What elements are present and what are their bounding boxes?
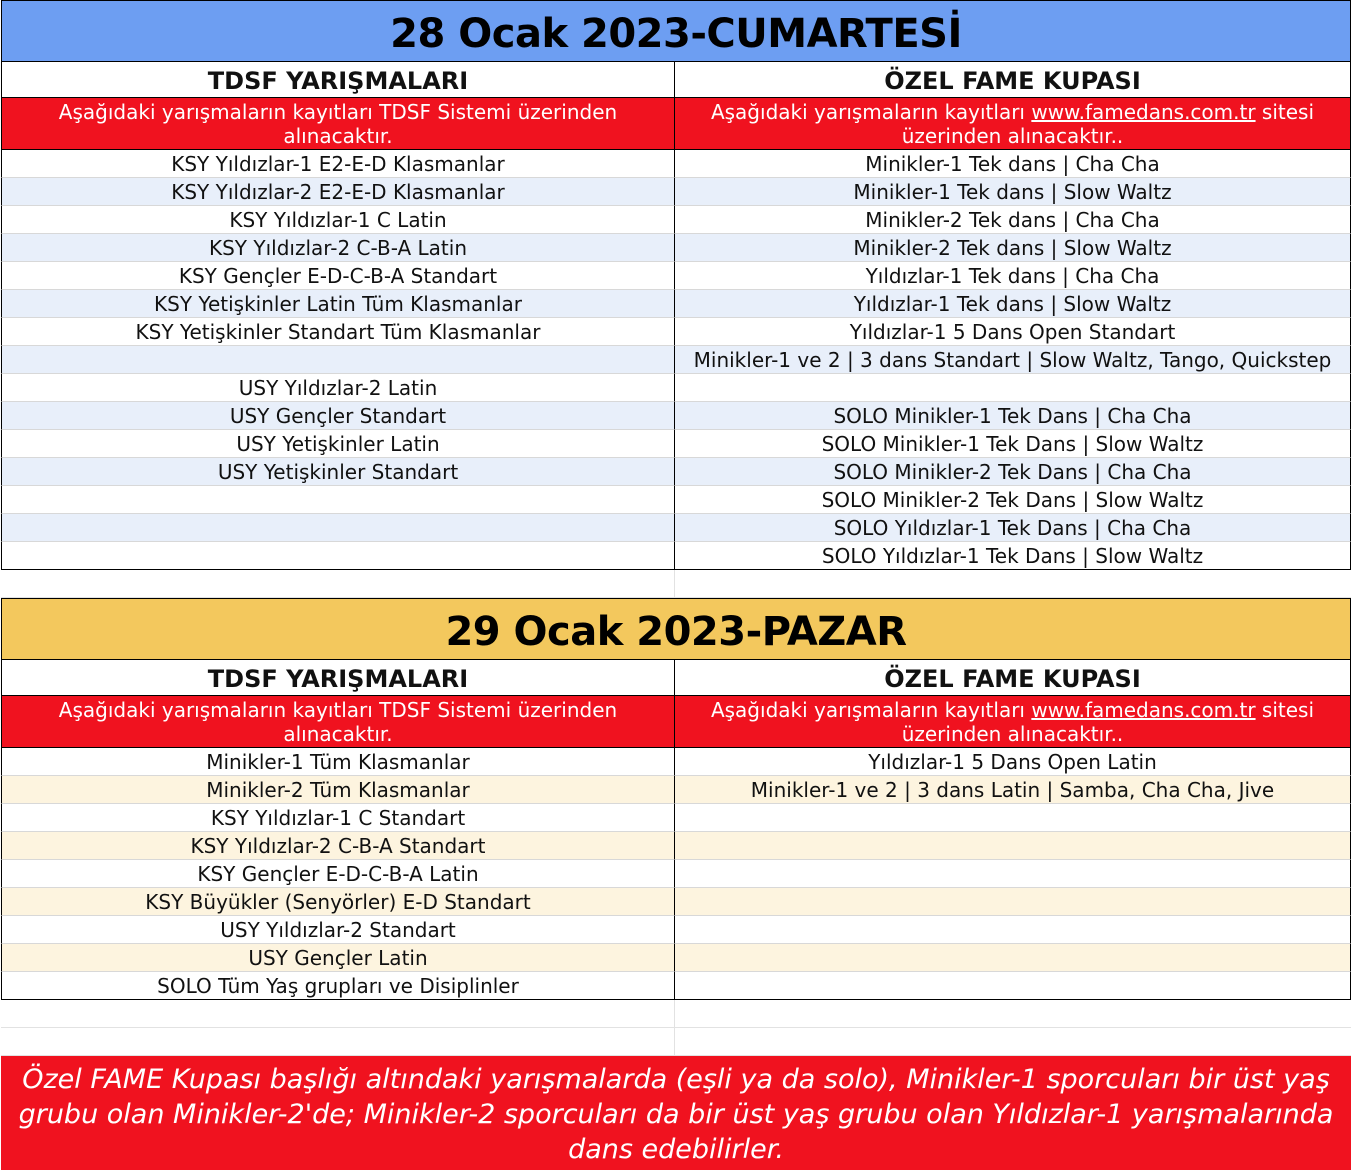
tdsf-event-cell: KSY Yıldızlar-2 E2-E-D Klasmanlar xyxy=(1,178,675,206)
tdsf-event-cell: USY Gençler Latin xyxy=(1,944,675,972)
table-row xyxy=(1,486,1351,514)
table-row xyxy=(1,832,1351,860)
spacer-row xyxy=(1,1028,1351,1056)
table-row xyxy=(1,290,1351,318)
tdsf-event-cell xyxy=(1,514,675,542)
day1-header-row xyxy=(1,62,1351,98)
fame-event-cell: Yıldızlar-1 Tek dans | Slow Waltz xyxy=(675,290,1351,318)
fame-event-cell xyxy=(675,972,1351,1000)
fame-event-cell: SOLO Minikler-2 Tek Dans | Slow Waltz xyxy=(675,486,1351,514)
fame-event-cell xyxy=(675,888,1351,916)
table-row xyxy=(1,804,1351,832)
fame-event-cell: SOLO Minikler-2 Tek Dans | Cha Cha xyxy=(675,458,1351,486)
table-row xyxy=(1,346,1351,374)
table-row xyxy=(1,776,1351,804)
table-row xyxy=(1,206,1351,234)
day2-tdsf-header: TDSF YARIŞMALARI xyxy=(1,660,675,696)
fame-event-cell: SOLO Yıldızlar-1 Tek Dans | Slow Waltz xyxy=(675,542,1351,570)
fame-event-cell: SOLO Minikler-1 Tek Dans | Cha Cha xyxy=(675,402,1351,430)
tdsf-event-cell xyxy=(1,486,675,514)
famedans-link[interactable]: www.famedans.com.tr xyxy=(1031,99,1256,124)
note-text: sitesi üzerinden alınacaktır.. xyxy=(901,697,1315,746)
spreadsheet xyxy=(1,0,1351,1170)
fame-event-cell: Minikler-1 Tek dans | Cha Cha xyxy=(675,150,1351,178)
tdsf-event-cell: KSY Yıldızlar-1 C Standart xyxy=(1,804,675,832)
tdsf-event-cell: USY Gençler Standart xyxy=(1,402,675,430)
day2-header-row xyxy=(1,660,1351,696)
table-row xyxy=(1,514,1351,542)
tdsf-event-cell: KSY Yetişkinler Latin Tüm Klasmanlar xyxy=(1,290,675,318)
fame-event-cell: SOLO Minikler-1 Tek Dans | Slow Waltz xyxy=(675,430,1351,458)
day2-rows xyxy=(1,748,1351,1000)
day2-note-row xyxy=(1,696,1351,748)
tdsf-event-cell: USY Yetişkinler Latin xyxy=(1,430,675,458)
fame-event-cell xyxy=(675,860,1351,888)
famedans-link[interactable]: www.famedans.com.tr xyxy=(1031,697,1256,722)
table-row xyxy=(1,972,1351,1000)
day2-title: 29 Ocak 2023-PAZAR xyxy=(1,598,1351,660)
table-row xyxy=(1,262,1351,290)
spacer-row xyxy=(1,1000,1351,1028)
day1-fame-header: ÖZEL FAME KUPASI xyxy=(675,62,1351,98)
tdsf-event-cell: KSY Yıldızlar-1 E2-E-D Klasmanlar xyxy=(1,150,675,178)
fame-event-cell xyxy=(675,804,1351,832)
tdsf-event-cell: USY Yetişkinler Standart xyxy=(1,458,675,486)
tdsf-event-cell: KSY Yıldızlar-2 C-B-A Latin xyxy=(1,234,675,262)
fame-event-cell: Yıldızlar-1 5 Dans Open Standart xyxy=(675,318,1351,346)
tdsf-event-cell: KSY Yetişkinler Standart Tüm Klasmanlar xyxy=(1,318,675,346)
spacer-row xyxy=(1,570,1351,598)
day2-tdsf-note: Aşağıdaki yarışmaların kayıtları TDSF Sistemi üzerinden alınacaktır. xyxy=(1,696,675,748)
fame-event-cell: Minikler-1 Tek dans | Slow Waltz xyxy=(675,178,1351,206)
table-row xyxy=(1,748,1351,776)
day2-fame-note xyxy=(675,696,1351,748)
fame-event-cell: Minikler-2 Tek dans | Slow Waltz xyxy=(675,234,1351,262)
table-row xyxy=(1,860,1351,888)
fame-event-cell xyxy=(675,374,1351,402)
day1-tdsf-note: Aşağıdaki yarışmaların kayıtları TDSF Sistemi üzerinden alınacaktır. xyxy=(1,98,675,150)
table-row xyxy=(1,430,1351,458)
fame-event-cell xyxy=(675,832,1351,860)
table-row xyxy=(1,178,1351,206)
tdsf-event-cell: Minikler-1 Tüm Klasmanlar xyxy=(1,748,675,776)
fame-event-cell: Minikler-1 ve 2 | 3 dans Latin | Samba, Cha Cha, Jive xyxy=(675,776,1351,804)
table-row xyxy=(1,944,1351,972)
tdsf-event-cell: USY Yıldızlar-2 Latin xyxy=(1,374,675,402)
tdsf-event-cell xyxy=(1,542,675,570)
tdsf-event-cell: USY Yıldızlar-2 Standart xyxy=(1,916,675,944)
fame-event-cell: Minikler-1 ve 2 | 3 dans Standart | Slow Waltz, Tango, Quickstep xyxy=(675,346,1351,374)
fame-event-cell: SOLO Yıldızlar-1 Tek Dans | Cha Cha xyxy=(675,514,1351,542)
note-text: sitesi üzerinden alınacaktır.. xyxy=(901,99,1315,148)
tdsf-event-cell: SOLO Tüm Yaş grupları ve Disiplinler xyxy=(1,972,675,1000)
day1-title: 28 Ocak 2023-CUMARTESİ xyxy=(1,0,1351,62)
table-row xyxy=(1,234,1351,262)
day1-tdsf-header: TDSF YARIŞMALARI xyxy=(1,62,675,98)
note-text: Aşağıdaki yarışmaların kayıtları xyxy=(710,697,1032,722)
tdsf-event-cell: KSY Büyükler (Senyörler) E-D Standart xyxy=(1,888,675,916)
table-row xyxy=(1,374,1351,402)
table-row xyxy=(1,458,1351,486)
fame-event-cell xyxy=(675,944,1351,972)
tdsf-event-cell xyxy=(1,346,675,374)
fame-event-cell: Yıldızlar-1 Tek dans | Cha Cha xyxy=(675,262,1351,290)
note-text: Aşağıdaki yarışmaların kayıtları xyxy=(710,99,1032,124)
table-row xyxy=(1,318,1351,346)
table-row xyxy=(1,542,1351,570)
tdsf-event-cell: KSY Gençler E-D-C-B-A Latin xyxy=(1,860,675,888)
table-row xyxy=(1,150,1351,178)
day1-fame-note xyxy=(675,98,1351,150)
day1-note-row xyxy=(1,98,1351,150)
fame-event-cell: Minikler-2 Tek dans | Cha Cha xyxy=(675,206,1351,234)
fame-event-cell xyxy=(675,916,1351,944)
table-row xyxy=(1,888,1351,916)
day2-fame-header: ÖZEL FAME KUPASI xyxy=(675,660,1351,696)
tdsf-event-cell: Minikler-2 Tüm Klasmanlar xyxy=(1,776,675,804)
tdsf-event-cell: KSY Yıldızlar-2 C-B-A Standart xyxy=(1,832,675,860)
footer-note: Özel FAME Kupası başlığı altındaki yarışmalarda (eşli ya da solo), Minikler-1 sporcuları bir üst yaş grubu olan Minikler-2'de; Minikler-2 sporcuları da bir üst yaş grubu olan Yıldızlar-1 yarışmalarında dans edebilirler. xyxy=(1,1056,1351,1170)
table-row xyxy=(1,916,1351,944)
fame-event-cell: Yıldızlar-1 5 Dans Open Latin xyxy=(675,748,1351,776)
tdsf-event-cell: KSY Gençler E-D-C-B-A Standart xyxy=(1,262,675,290)
tdsf-event-cell: KSY Yıldızlar-1 C Latin xyxy=(1,206,675,234)
day1-rows xyxy=(1,150,1351,570)
table-row xyxy=(1,402,1351,430)
